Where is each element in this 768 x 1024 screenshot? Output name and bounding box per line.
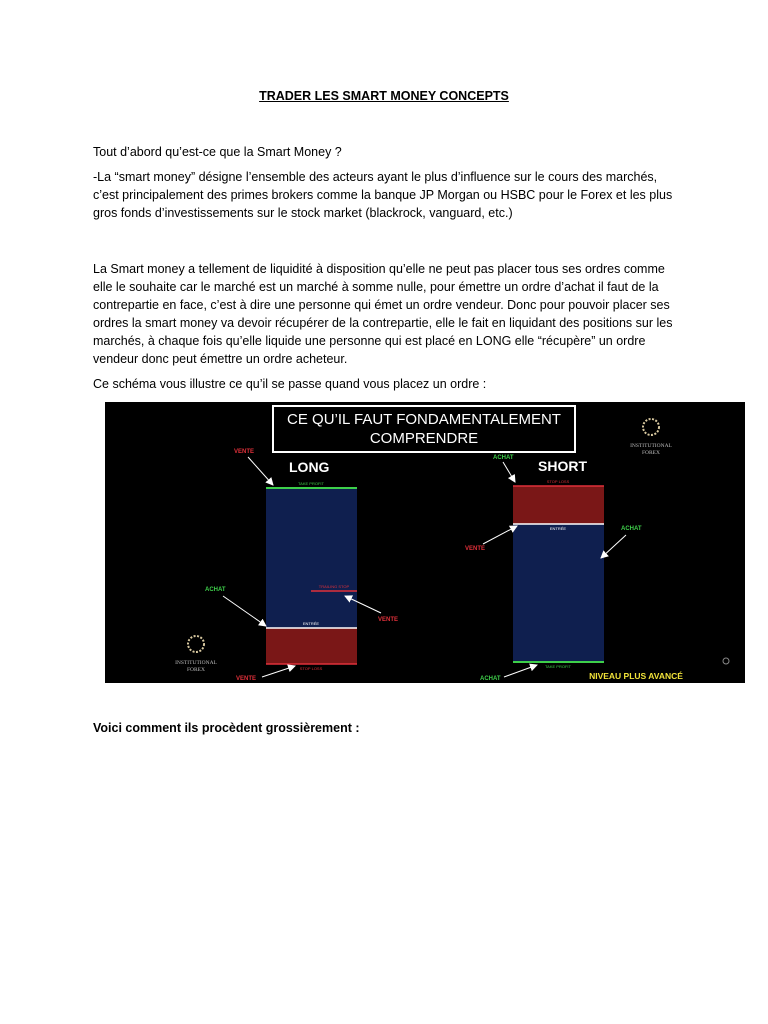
long-vente-top-arrow [248,457,273,485]
short-vente-arrow [483,526,517,544]
logo-bottom-left [175,636,217,673]
short-stop-loss-label: STOP LOSS [546,479,570,484]
logo-line-2: FOREX [641,450,661,456]
paragraph-liquidity: La Smart money a tellement de liquidité à disposition qu’elle ne peut pas placer tous ses ordres comme elle le souhaite car le marché est un marché à somme nulle, pour émettre un ordre d’achat il faut de la contrepartie en face, c’est à dire une personne qui émet un ordre vendeur. Donc pour pouvoir placer ses ordres la smart money va devoir récupérer de la contrepartie, elle le fait en liquidant des positions sur les marchés, à chaque fois qu’elle liquide une personne qui est placé en LONG elle “récupère” un ordre vendeur donc peut émettre un ordre acheteur. [93,262,673,366]
short-vente-label: VENTE [465,546,486,552]
long-vente-mid-label: VENTE [378,617,399,623]
question-heading: Tout d’abord qu’est-ce que la Smart Money ? [93,145,342,159]
logo-line-1: INSTITUTIONAL [175,660,217,666]
short-achat-top-label: ACHAT [493,455,514,461]
paragraph-definition: -La “smart money” désigne l’ensemble des acteurs ayant le plus d’influence sur le cours des marchés, c’est principalement des primes brokers comme la banque JP Morgan ou HSBC pour le Forex et les plus gros fonds d’investissements sur le stock market (blackrock, vanguard, etc.) [93,170,673,220]
long-trailing-stop-label: TRAILING STOP [318,584,350,589]
long-entry-label: ENTRÉE [302,621,320,626]
long-vente-bottom-label: VENTE [236,676,257,682]
short-achat-top-arrow [503,462,515,482]
long-achat-label: ACHAT [205,587,226,593]
level-label: NIVEAU PLUS AVANCÉ [589,671,683,681]
diagram-figure [105,402,745,683]
long-stop-loss-label: STOP LOSS [299,666,323,671]
long-achat-arrow [223,596,266,626]
long-title: LONG [289,459,330,475]
logo-top-right [630,419,672,456]
short-profit-zone [513,524,604,662]
diagram-svg [105,402,745,683]
paragraph-schema-intro: Ce schéma vous illustre ce qu’il se passe quand vous placez un ordre : [93,377,487,391]
short-achat-mid-label: ACHAT [621,526,642,532]
long-take-profit-label: TAKE PROFIT [298,481,324,486]
short-loss-zone [513,486,604,524]
long-profit-zone [266,488,357,628]
logo-line-1: INSTITUTIONAL [630,443,672,449]
logo-ring-icon [643,419,659,435]
logo-ring-icon [188,636,204,652]
paragraph-procedure: Voici comment ils procèdent grossièrement : [93,721,360,735]
short-title: SHORT [538,458,587,474]
heading-line-2: COMPRENDRE [369,430,479,447]
long-vente-bottom-arrow [262,666,295,677]
logo-line-2: FOREX [186,667,206,673]
short-achat-bottom-arrow [504,665,537,677]
short-take-profit-label: TAKE PROFIT [545,664,571,669]
short-achat-bottom-label: ACHAT [480,676,501,682]
long-loss-zone [266,628,357,664]
document-title: TRADER LES SMART MONEY CONCEPTS [259,89,509,103]
short-entry-label: ENTRÉE [549,526,567,531]
short-achat-mid-arrow [601,535,626,558]
heading-line-1: CE QU’IL FAUT FONDAMENTALEMENT [287,411,561,428]
corner-mark-icon [723,658,729,664]
long-vente-top-label: VENTE [234,449,255,455]
